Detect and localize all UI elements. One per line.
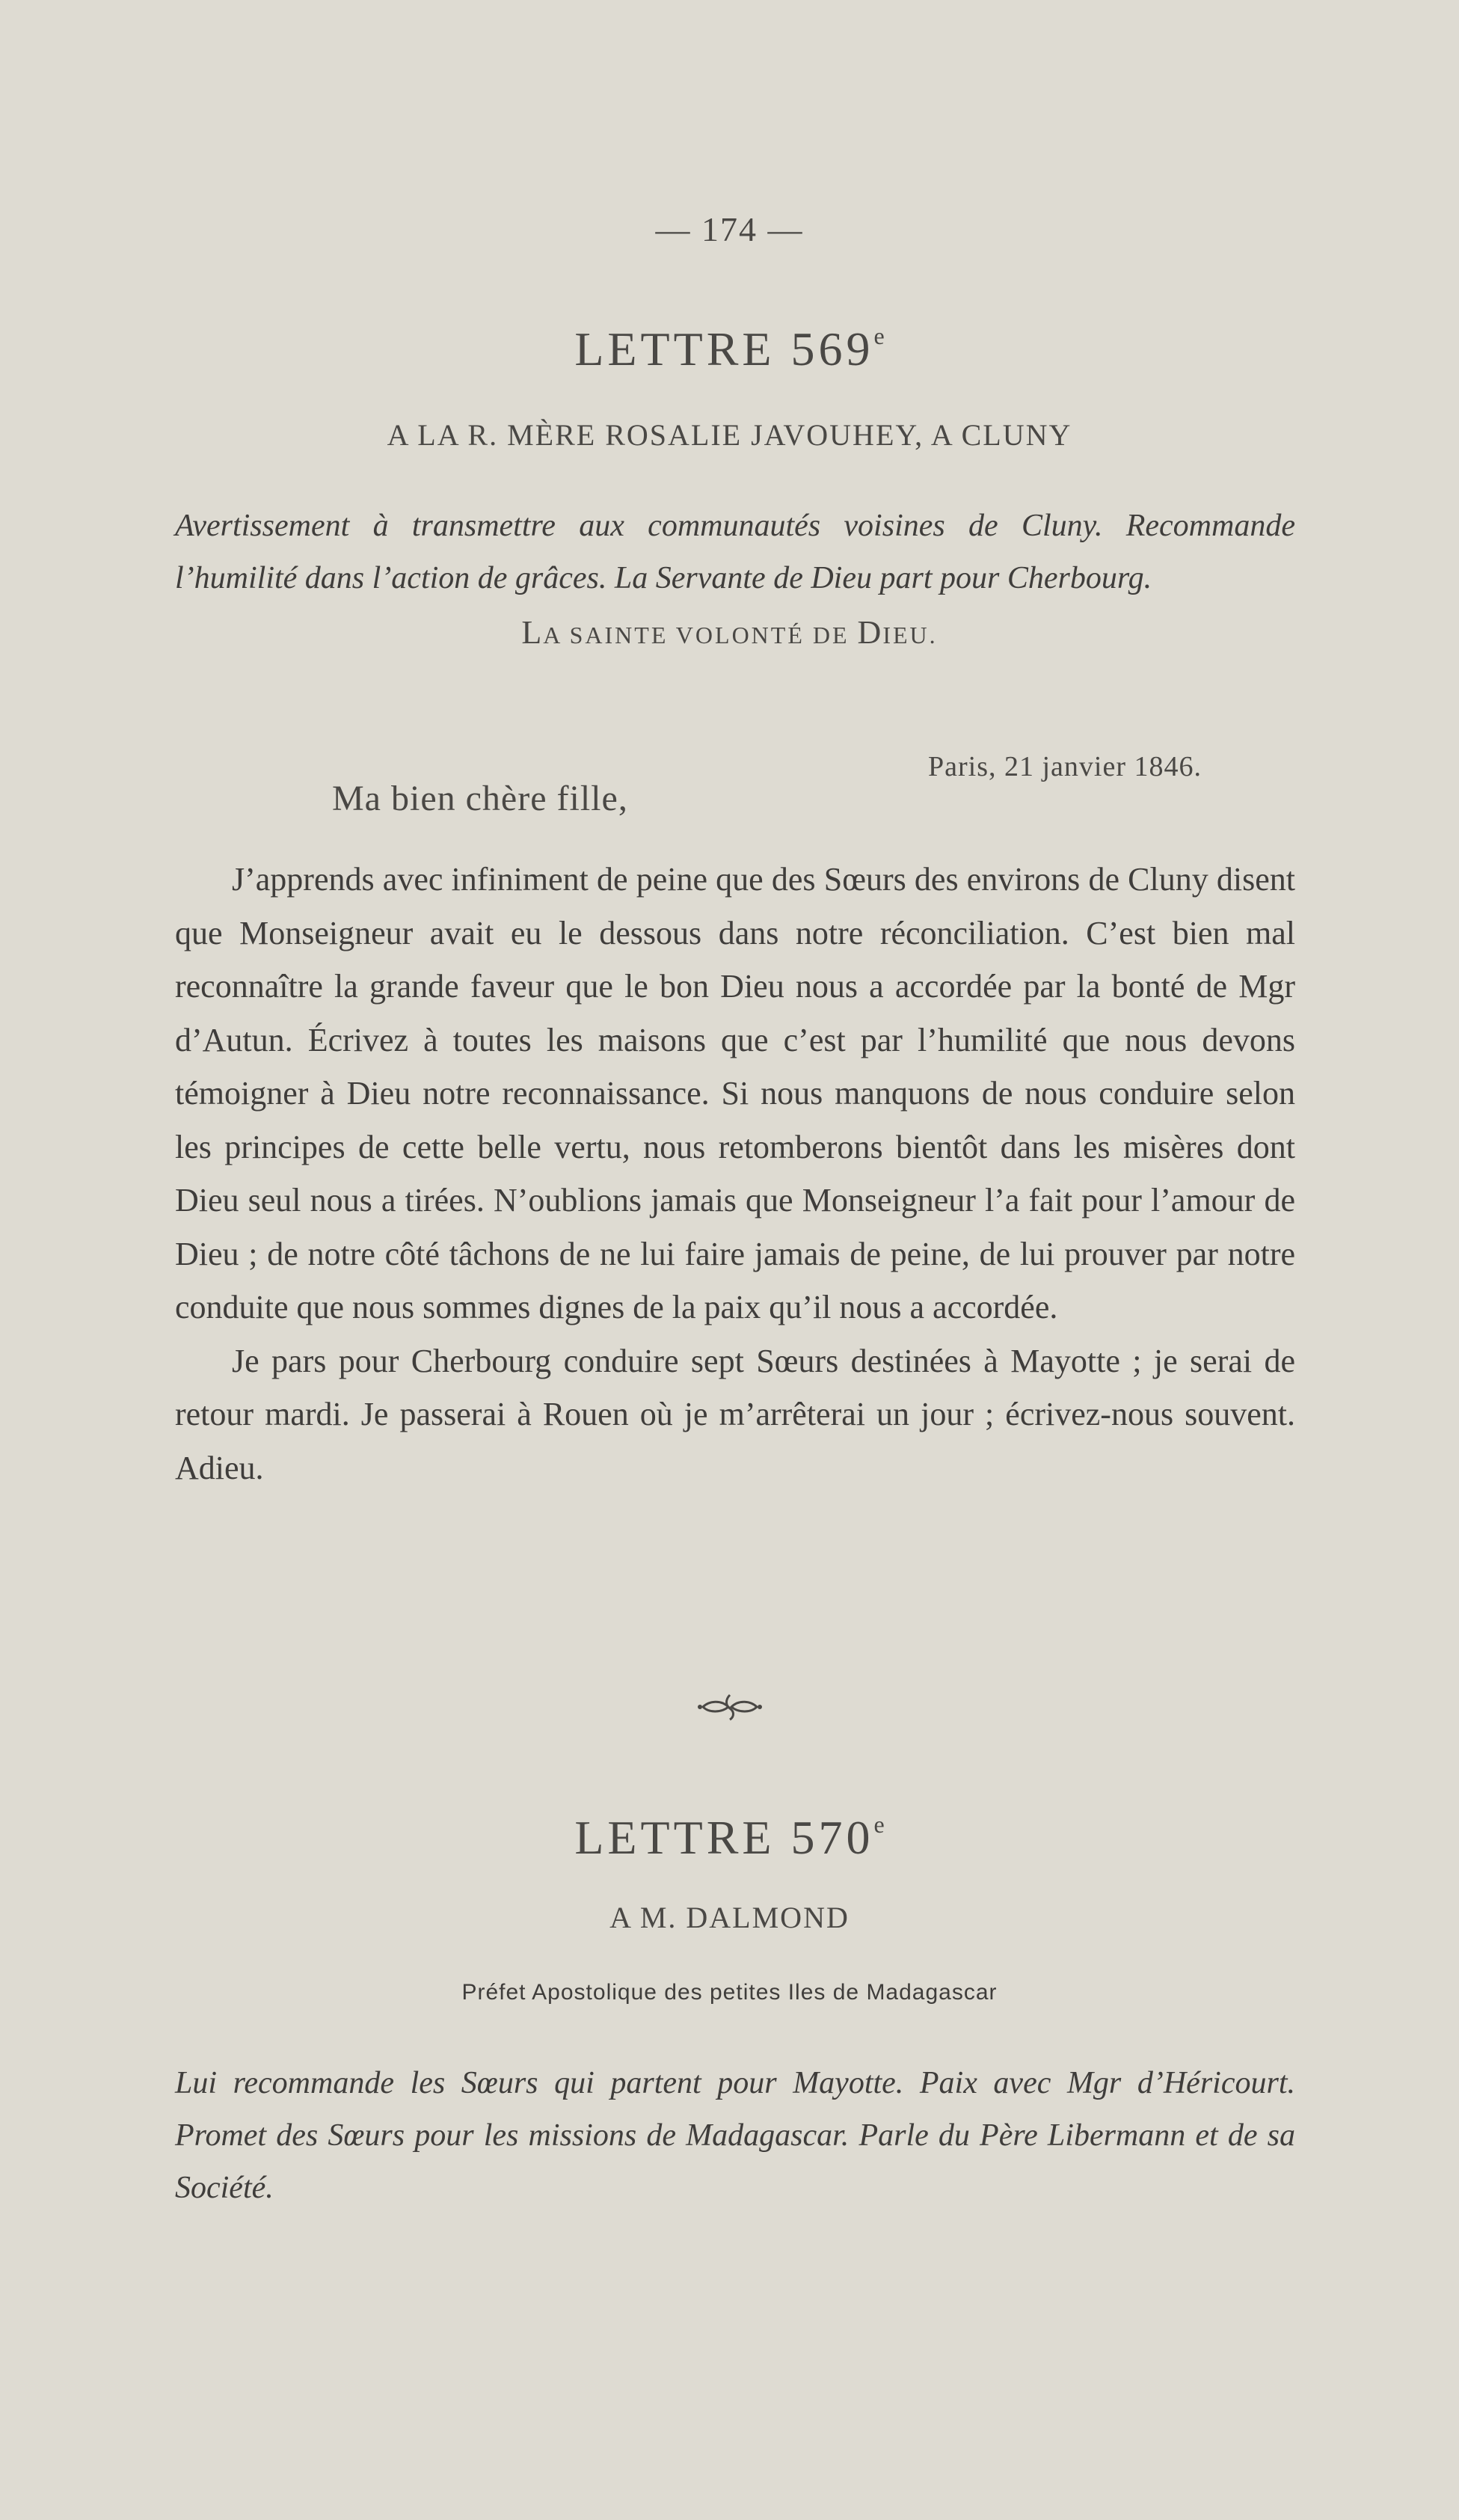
page-number: — 174 — [655, 210, 804, 248]
motto-part-a: A SAINTE VOLONTÉ DE [543, 622, 858, 649]
letter-570-summary: Lui recommande les Sœurs qui partent pour Mayotte. Paix avec Mgr d’Héricourt. Promet des Sœurs pour les missions de Madagascar. Parle du Père Libermann et de sa Société. [175, 2066, 1295, 2205]
letter-570-title-text: LETTRE 570 [574, 1811, 874, 1864]
motto-initial-l: L [521, 614, 544, 651]
letter-569-body [175, 853, 1295, 1494]
letter-569-paragraph-2: Je pars pour Cherbourg conduire sept Sœurs destinées à Mayotte ; je serai de retour mardi. Je passerai à Rouen où je m’arrêterai un jour ; écrivez-nous souvent. Adieu. [175, 1342, 1295, 1486]
letter-569-title-sup: e [873, 322, 885, 349]
letter-569-motto [0, 613, 1459, 652]
motto-initial-d: D [857, 614, 883, 651]
letter-569-title [0, 322, 1459, 377]
letter-570-recipient-title: Préfet Apostolique des petites Iles de Madagascar [461, 1980, 998, 2005]
letter-570-title [0, 1810, 1459, 1866]
letter-570-title-sup: e [873, 1811, 885, 1838]
letter-569-salutation: Ma bien chère fille, [332, 779, 628, 818]
letter-569-paragraph-1: J’apprends avec infiniment de peine que des Sœurs des environs de Cluny disent que Monseigneur avait eu le dessous dans notre réconciliation. C’est bien mal reconnaître la grande faveur que le bon Dieu nous a accordée par la bonté de Mgr d’Autun. Écrivez à toutes les maisons que c’est par l’humilité que nous devons témoigner à Dieu notre reconnaissance. Si nous manquons de nous conduire selon les principes de cette belle vertu, nous retomberons bientôt dans les misères dont Dieu seul nous a tirées. N’oublions jamais que Monseigneur l’a fait pour l’amour de Dieu ; de notre côté tâchons de ne lui faire jamais de peine, de lui prouver par notre conduite que nous sommes dignes de la paix qu’il nous a accordée. [175, 861, 1295, 1325]
letter-569-title-text: LETTRE 569 [574, 322, 874, 375]
letter-569-summary: Avertissement à transmettre aux communautés voisines de Cluny. Recommande l’humilité dans l’action de grâces. La Servante de Dieu part pour Cherbourg. [175, 509, 1295, 595]
fleuron-ornament-icon [695, 1692, 764, 1722]
letter-569-place-date: Paris, 21 janvier 1846. [927, 751, 1202, 782]
letter-570-recipient: A M. DALMOND [609, 1901, 850, 1934]
letter-569-recipient: A LA R. MÈRE ROSALIE JAVOUHEY, A CLUNY [387, 418, 1072, 452]
motto-part-b: IEU. [882, 622, 938, 649]
